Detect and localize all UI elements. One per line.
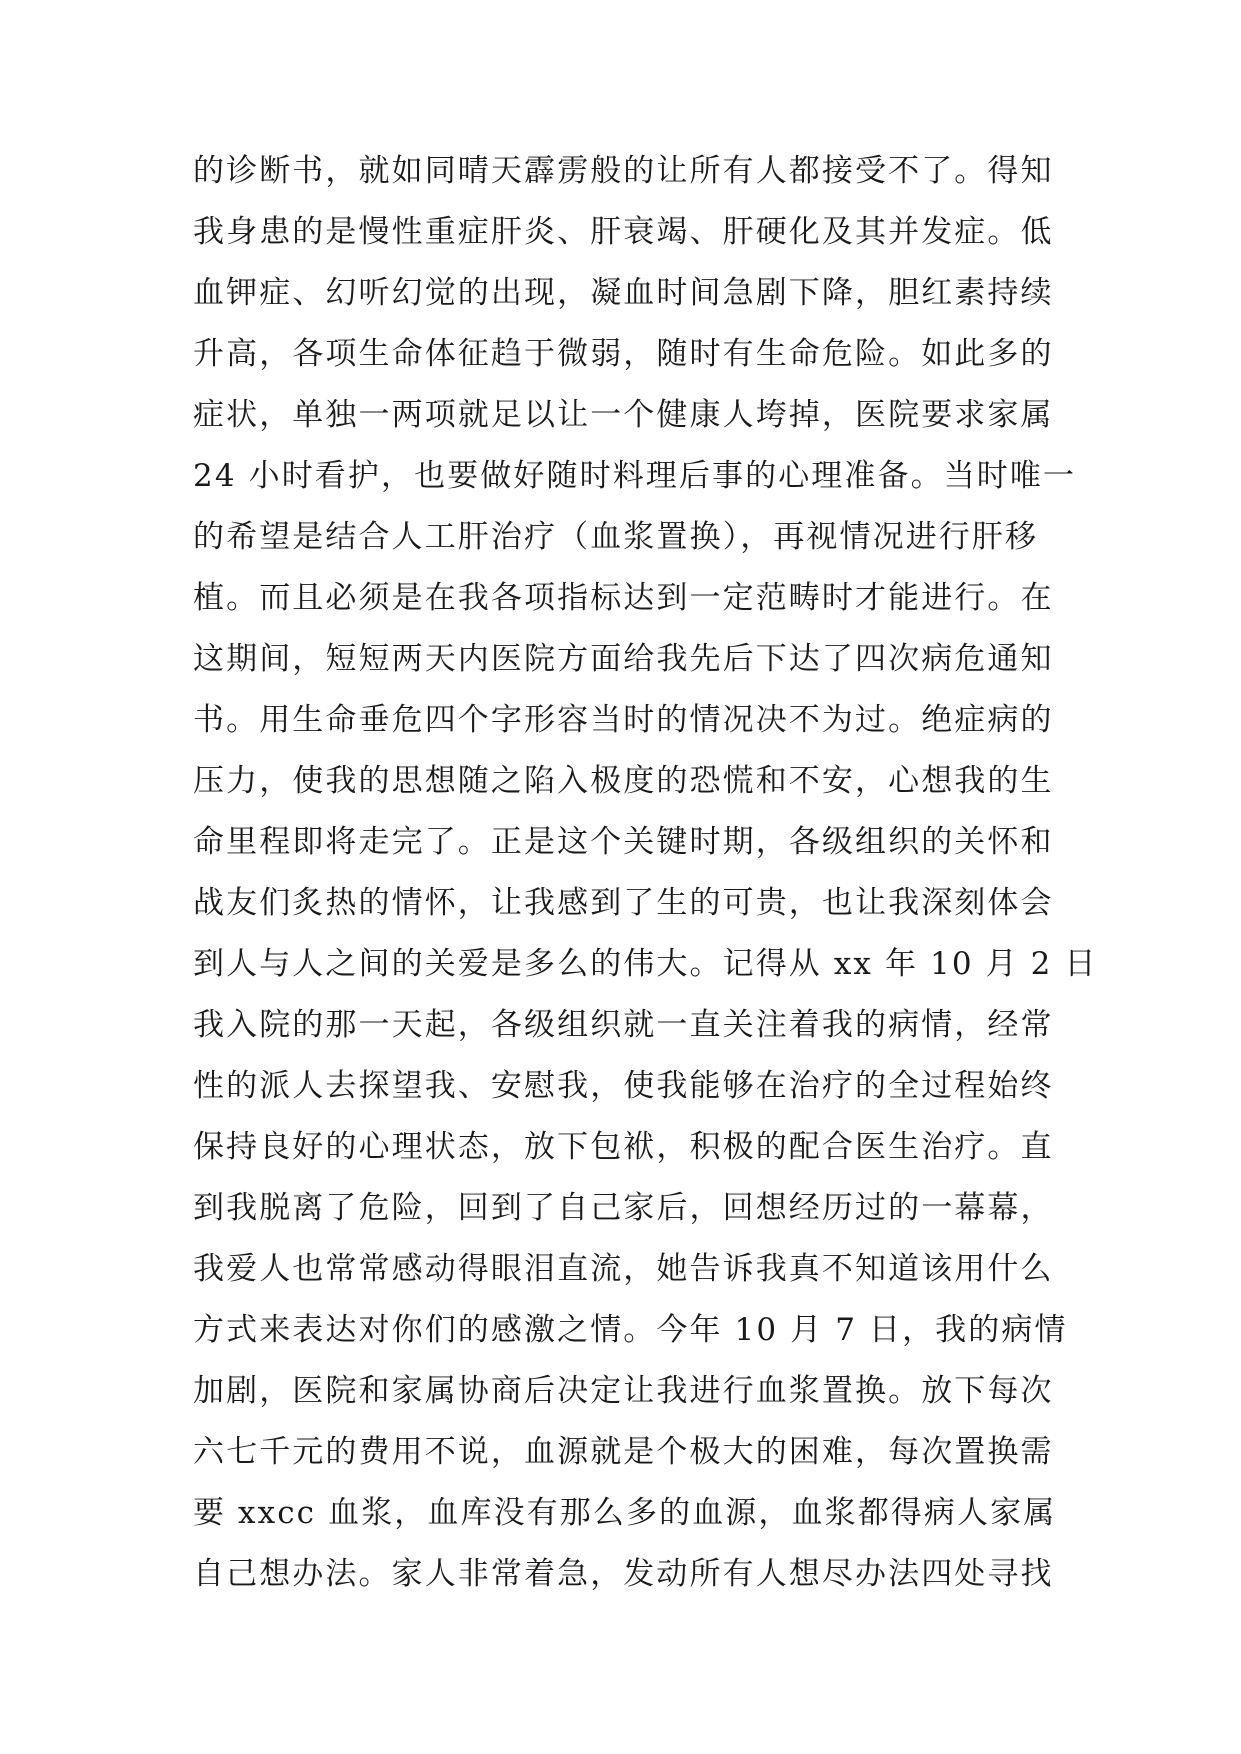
body-text xyxy=(193,141,1098,1605)
text-line: 保持良好的心理状态，放下包袱，积极的配合医生治疗。直 xyxy=(193,1129,1054,1165)
text-line: 我入院的那一天起，各级组织就一直关注着我的病情，经常 xyxy=(193,1007,1054,1043)
text-line: 自己想办法。家人非常着急，发动所有人想尽办法四处寻找 xyxy=(193,1556,1054,1592)
text-line: 命里程即将走完了。正是这个关键时期，各级组织的关怀和 xyxy=(193,824,1054,860)
text-line: 的希望是结合人工肝治疗（血浆置换），再视情况进行肝移 xyxy=(193,519,1039,555)
text-line: 24 小时看护，也要做好随时料理后事的心理准备。当时唯一 xyxy=(193,458,1077,494)
text-line: 六七千元的费用不说，血源就是个极大的困难，每次置换需 xyxy=(193,1434,1054,1470)
text-line: 加剧，医院和家属协商后决定让我进行血浆置换。放下每次 xyxy=(193,1373,1054,1409)
text-line: 到我脱离了危险，回到了自己家后，回想经历过的一幕幕， xyxy=(193,1190,1054,1226)
text-line: 我爱人也常常感动得眼泪直流，她告诉我真不知道该用什么 xyxy=(193,1251,1054,1287)
text-line: 的诊断书，就如同晴天霹雳般的让所有人都接受不了。得知 xyxy=(193,153,1054,189)
text-line: 方式来表达对你们的感激之情。今年 10 月 7 日，我的病情 xyxy=(193,1312,1068,1348)
text-line: 要 xxcc 血浆，血库没有那么多的血源，血浆都得病人家属 xyxy=(193,1495,1057,1531)
text-line: 升高，各项生命体征趋于微弱，随时有生命危险。如此多的 xyxy=(193,336,1054,372)
text-line: 血钾症、幻听幻觉的出现，凝血时间急剧下降，胆红素持续 xyxy=(193,275,1054,311)
text-line: 战友们炙热的情怀，让我感到了生的可贵，也让我深刻体会 xyxy=(193,885,1054,921)
text-line: 症状，单独一两项就足以让一个健康人垮掉，医院要求家属 xyxy=(193,397,1054,433)
text-line: 性的派人去探望我、安慰我，使我能够在治疗的全过程始终 xyxy=(193,1068,1054,1104)
text-line: 我身患的是慢性重症肝炎、肝衰竭、肝硬化及其并发症。低 xyxy=(193,214,1054,250)
text-line: 压力，使我的思想随之陷入极度的恐慌和不安，心想我的生 xyxy=(193,763,1054,799)
text-line: 到人与人之间的关爱是多么的伟大。记得从 xx 年 10 月 2 日 xyxy=(193,946,1098,982)
text-line: 书。用生命垂危四个字形容当时的情况决不为过。绝症病的 xyxy=(193,702,1054,738)
text-line: 这期间，短短两天内医院方面给我先后下达了四次病危通知 xyxy=(193,641,1054,677)
text-line: 植。而且必须是在我各项指标达到一定范畴时才能进行。在 xyxy=(193,580,1054,616)
